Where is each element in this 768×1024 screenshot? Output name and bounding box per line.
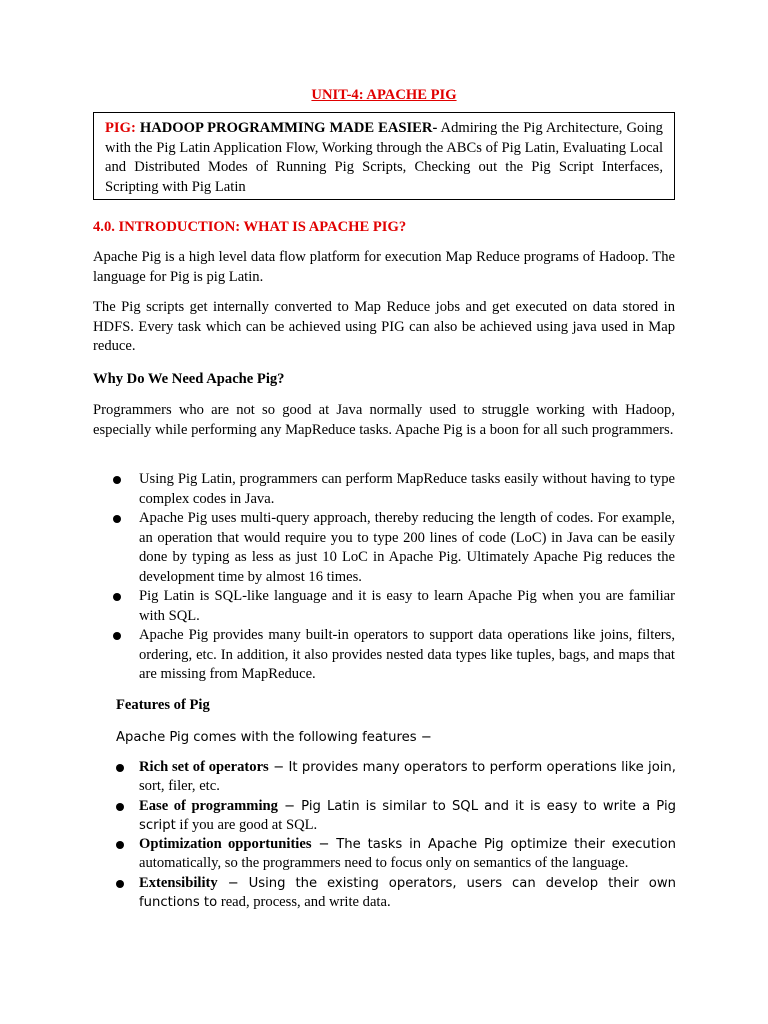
list-item [116,874,676,913]
list-item [93,509,675,587]
why-heading: Why Do We Need Apache Pig? [93,371,285,387]
bullet-icon [116,841,124,849]
feature-description: automatically, so the programmers need to focus only on semantics of the language. [139,855,629,872]
feature-term: Extensibility [139,874,218,891]
features-heading: Features of Pig [116,697,210,713]
feature-separator: − [311,837,337,853]
unit-title: UNIT-4: APACHE PIG [311,87,457,103]
list-item [116,797,676,836]
intro-paragraph: The Pig scripts get internally converted to Map Reduce jobs and get executed on data stored in HDFS. Every task which can be achieved using PIG can also be achieved using java used in Map reduce. [93,299,675,354]
list-item-text: Apache Pig uses multi-query approach, thereby reducing the length of codes. For example, an operation that would require you to type 200 lines of code (LoC) in Java can be easily done by typing as less as just 10 LoC in Apache Pig. Ultimately Apache Pig reduces the development time by almost 16 times. [139,510,675,585]
bullet-icon [116,764,124,772]
feature-term: Optimization opportunities [139,836,312,853]
list-item-text: Using Pig Latin, programmers can perform MapReduce tasks easily without having to type complex codes in Java. [139,471,675,507]
list-item [93,626,675,685]
feature-description: It provides many operators to perform operations like join, [288,760,676,775]
outline-text: Admiring the Pig Architecture, Going with the Pig Latin Application Flow, Working through the ABCs of Pig Latin, Evaluating Local and Distributed Modes of Running Pig Scripts, Checking out the Pig Script Interfaces, Scripting with Pig Latin [105,120,663,196]
features-list [116,758,676,912]
bullet-icon [113,515,121,523]
bullet-icon [116,803,124,811]
feature-description: read, process, and write data. [217,894,391,911]
list-item-text: Pig Latin is SQL-like language and it is easy to learn Apache Pig when you are familiar with SQL. [139,588,675,624]
feature-separator: − [277,798,302,814]
list-item [116,758,676,797]
bullet-icon [113,632,121,640]
list-item-text: Apache Pig provides many built-in operators to support data operations like joins, filters, ordering, etc. In addition, it also provides nested data types like tuples, bags, and maps that are missing from MapReduce. [139,627,675,682]
features-intro: Apache Pig comes with the following features − [116,730,432,745]
feature-separator: − [217,875,249,891]
intro-paragraph: Apache Pig is a high level data flow platform for execution Map Reduce programs of Hadoop. The language for Pig is pig Latin. [93,249,675,285]
outline-heading: HADOOP PROGRAMMING MADE EASIER- [139,120,438,136]
outline-label: PIG: [105,120,136,136]
why-bullet-list [93,470,675,685]
feature-separator: − [268,760,289,775]
bullet-icon [113,593,121,601]
feature-description: if you are good at SQL. [175,816,318,833]
feature-term: Ease of programming [139,797,278,814]
bullet-icon [116,880,124,888]
feature-description: The tasks in Apache Pig optimize their execution [336,837,676,853]
unit-outline-box [93,112,675,200]
bullet-icon [113,476,121,484]
list-item [93,587,675,626]
list-item [93,470,675,509]
feature-description: Pig Latin is similar to SQL and it is easy to write a Pig script [139,798,677,833]
list-item [116,835,676,874]
feature-description: Using the existing operators, users can develop their own functions to [139,875,676,911]
feature-description: sort, filer, etc. [139,778,220,795]
section-heading: 4.0. INTRODUCTION: WHAT IS APACHE PIG? [93,219,407,235]
feature-term: Rich set of operators [139,759,269,775]
why-paragraph: Programmers who are not so good at Java normally used to struggle working with Hadoop, especially while performing any MapReduce tasks. Apache Pig is a boon for all such programmers. [93,402,675,438]
